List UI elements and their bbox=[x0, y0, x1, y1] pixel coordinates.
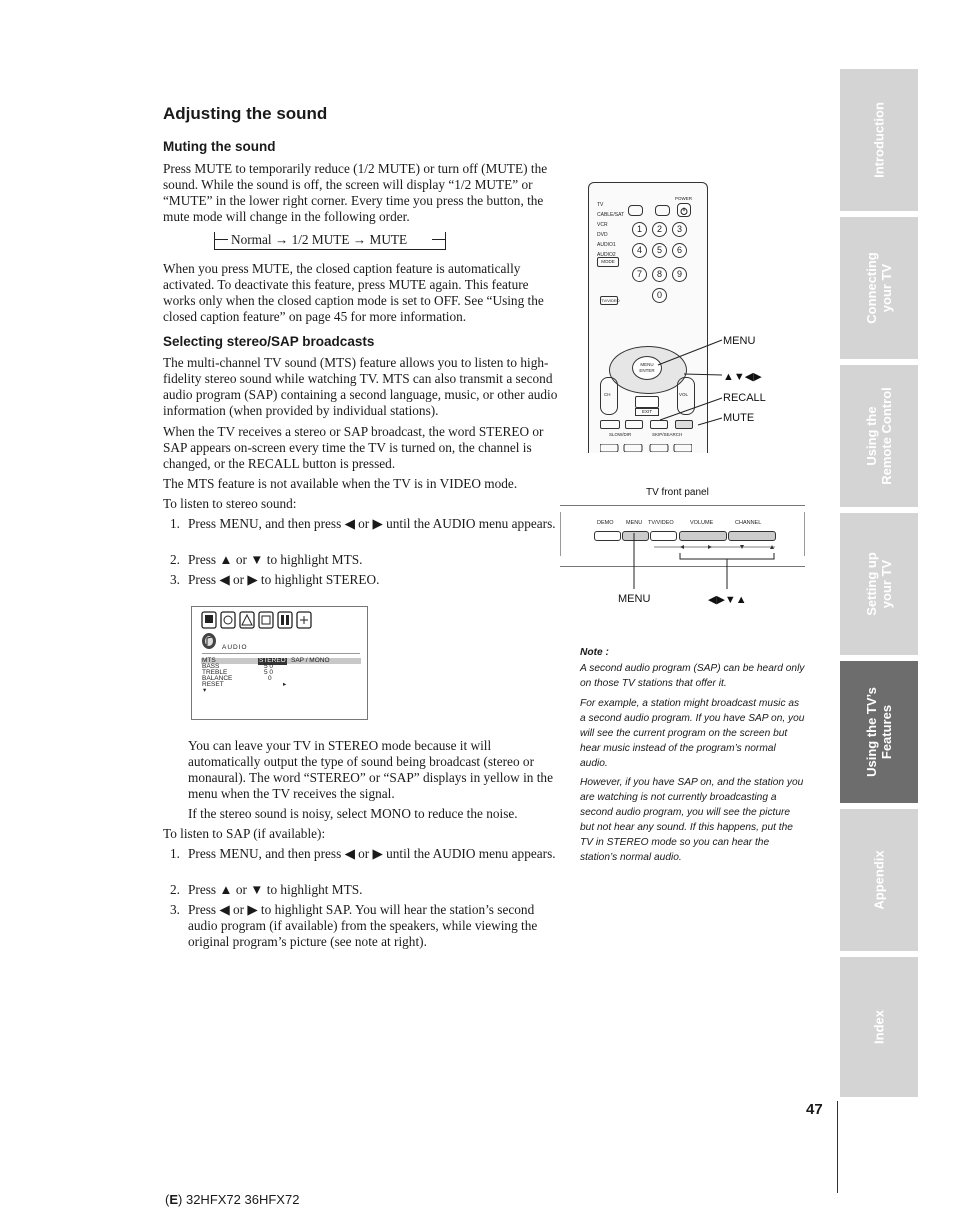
remote-power-button bbox=[677, 203, 691, 217]
remote-light-button bbox=[655, 205, 670, 216]
stereo-paragraph-3: The MTS feature is not available when the TV is in VIDEO mode. bbox=[163, 476, 518, 491]
osd-menu-title: AUDIO bbox=[222, 644, 248, 651]
remote-number-key-0: 0 bbox=[652, 288, 667, 303]
menu-icons bbox=[201, 610, 353, 630]
tab-using-the-tvs-features[interactable] bbox=[840, 661, 918, 803]
note-paragraph-1: A second audio program (SAP) can be heard only on those TV stations that offer it. bbox=[580, 663, 805, 689]
remote-transport-row bbox=[600, 439, 692, 447]
remote-number-key-3: 3 bbox=[672, 222, 687, 237]
muting-paragraph-1: Press MUTE to temporarily reduce (1/2 MUTE) or turn off (MUTE) the sound. While the sound is off, the screen will display “1/2 MUTE” or “MUTE” in the lower right corner. Every time you press the button, the mute mode will change in the following order. bbox=[163, 161, 548, 224]
page-rule bbox=[837, 1101, 838, 1193]
tab-label: Appendix bbox=[871, 850, 887, 910]
remote-exit-button: EXIT bbox=[635, 408, 659, 416]
audio-note-icon bbox=[201, 632, 217, 650]
panel-label-channel: CHANNEL bbox=[735, 520, 762, 526]
tab-appendix[interactable] bbox=[840, 809, 918, 951]
step-text: Press ◀ or ▶ to highlight STEREO. bbox=[188, 572, 380, 587]
cycle-line-out bbox=[432, 239, 446, 240]
step-number: 1. bbox=[170, 846, 180, 861]
remote-mode-button: MODE bbox=[597, 257, 619, 267]
note-paragraph-2: For example, a station might broadcast music as a second audio program. If you have SAP on, you will see the current program on the screen but hear music instead of the program’s normal audio. bbox=[580, 698, 805, 769]
mode-item: AUDIO2 bbox=[597, 252, 616, 258]
remote-mode-list bbox=[597, 200, 624, 260]
tab-label: Index bbox=[871, 1010, 887, 1044]
step-text: Press ◀ or ▶ to highlight SAP. You will hear the station’s second audio program (if available) from the speakers, while viewing the original program’s picture (see note at right). bbox=[188, 902, 538, 949]
sap-intro: To listen to SAP (if available): bbox=[163, 826, 326, 841]
step-number: 1. bbox=[170, 516, 180, 531]
stereo-step-2 bbox=[170, 552, 562, 568]
step-number: 2. bbox=[170, 882, 180, 897]
stereo-step-1 bbox=[170, 516, 562, 532]
mode-item: DVD bbox=[597, 232, 608, 238]
mute-cycle-text: Normal → 1/2 MUTE → MUTE bbox=[231, 232, 408, 247]
panel-label-menu: MENU bbox=[626, 520, 643, 526]
footer-code: E bbox=[169, 1192, 179, 1207]
tab-setting-up-your-tv[interactable] bbox=[840, 513, 918, 655]
remote-menu-enter-button: MENU ENTER bbox=[632, 356, 662, 380]
remote-ch-label: CH bbox=[604, 392, 611, 397]
cycle-bracket-bottom bbox=[214, 249, 446, 250]
note-title: Note : bbox=[580, 647, 609, 658]
step-text: Press MENU, and then press ◀ or ▶ until the AUDIO menu appears. bbox=[188, 846, 556, 861]
step-number: 3. bbox=[170, 902, 180, 917]
page-number: 47 bbox=[806, 1101, 823, 1118]
cycle-bracket-left bbox=[214, 232, 215, 249]
stereo-intro: To listen to stereo sound: bbox=[163, 496, 297, 511]
callout-arrows-label: ▲▼◀▶ bbox=[723, 371, 762, 383]
tab-using-the-remote-control[interactable] bbox=[840, 365, 918, 507]
osd-row-label-balance: BALANCE bbox=[202, 675, 233, 682]
power-icon bbox=[678, 205, 690, 217]
remote-sleep-button bbox=[628, 205, 643, 216]
tab-label: Using the TV’s Features bbox=[864, 687, 894, 777]
menu-icon-bar bbox=[201, 610, 353, 630]
page-title: Adjusting the sound bbox=[163, 104, 328, 123]
step-text: Press ▲ or ▼ to highlight MTS. bbox=[188, 552, 363, 567]
osd-row-value-treble: 5 0 bbox=[264, 669, 274, 676]
section-title-muting: Muting the sound bbox=[163, 139, 276, 154]
step-number: 2. bbox=[170, 552, 180, 567]
mode-item: AUDIO1 bbox=[597, 242, 616, 248]
tab-label: Connecting your TV bbox=[864, 252, 894, 324]
remote-vol-label: VOL bbox=[679, 392, 689, 397]
osd-row-value-balance: 0 bbox=[268, 675, 272, 682]
remote-skip-label: SKIP/SEARCH bbox=[652, 432, 683, 437]
panel-label-demo: DEMO bbox=[597, 520, 614, 526]
sap-step-2 bbox=[170, 882, 562, 898]
footer-models: 32HFX72 36HFX72 bbox=[185, 1192, 300, 1207]
panel-callout-menu: MENU bbox=[618, 593, 651, 605]
tab-label: Introduction bbox=[871, 102, 887, 178]
sap-step-3 bbox=[170, 902, 562, 950]
stereo-after-paragraph-1: You can leave your TV in STEREO mode because it will automatically output the type of sound being broadcast (stereo or monaural). The word “STEREO” or “SAP” displays in yellow in the menu when the TV receives the signal. bbox=[188, 738, 553, 801]
tab-connecting-your-tv[interactable] bbox=[840, 217, 918, 359]
mode-item: TV bbox=[597, 202, 604, 208]
remote-number-key-2: 2 bbox=[652, 222, 667, 237]
cycle-arrow-in bbox=[214, 239, 228, 240]
tab-index[interactable] bbox=[840, 957, 918, 1097]
osd-row-value-stereo: STEREO bbox=[259, 657, 286, 664]
osd-divider bbox=[202, 653, 360, 654]
remote-callout-lines bbox=[630, 330, 725, 440]
osd-reset-arrow-icon: ▸ bbox=[283, 681, 287, 688]
remote-tvvideo-button: TV/VIDEO bbox=[601, 298, 620, 303]
callout-recall-label: RECALL bbox=[723, 392, 766, 404]
panel-label-tvvideo: TV/VIDEO bbox=[648, 520, 674, 526]
section-title-stereo: Selecting stereo/SAP broadcasts bbox=[163, 334, 375, 349]
osd-row-label-mts: MTS bbox=[202, 657, 216, 664]
remote-number-key-4: 4 bbox=[632, 243, 647, 258]
remote-number-key-6: 6 bbox=[672, 243, 687, 258]
remote-number-key-5: 5 bbox=[652, 243, 667, 258]
front-panel-caption: TV front panel bbox=[646, 487, 709, 498]
muting-paragraph-2: When you press MUTE, the closed caption feature is automatically activated. To deactivate this feature, press MUTE again. This feature works only when the closed caption mode is set to OFF. See “Using the closed caption feature” on page 45 for more information. bbox=[163, 261, 544, 324]
remote-number-key-9: 9 bbox=[672, 267, 687, 282]
mode-item: CABLE/SAT bbox=[597, 212, 625, 218]
stereo-after-paragraph-2: If the stereo sound is noisy, select MONO to reduce the noise. bbox=[188, 806, 518, 821]
remote-number-key-8: 8 bbox=[652, 267, 667, 282]
step-text: Press ▲ or ▼ to highlight MTS. bbox=[188, 882, 363, 897]
mode-item: VCR bbox=[597, 222, 608, 228]
tab-label: Setting up your TV bbox=[864, 552, 894, 616]
step-text: Press MENU, and then press ◀ or ▶ until the AUDIO menu appears. bbox=[188, 516, 556, 531]
mute-cycle-diagram bbox=[214, 232, 446, 250]
audio-menu-screenshot bbox=[191, 606, 368, 720]
remote-number-key-1: 1 bbox=[632, 222, 647, 237]
remote-number-key-7: 7 bbox=[632, 267, 647, 282]
footer-model: (E) 32HFX72 36HFX72 bbox=[165, 1192, 300, 1207]
osd-more-arrow-icon: ▾ bbox=[203, 687, 207, 694]
callout-menu-label: MENU bbox=[723, 335, 756, 347]
panel-label-volume: VOLUME bbox=[690, 520, 714, 526]
remote-slow-label: SLOW/DIR bbox=[609, 432, 632, 437]
remote-power-label: POWER bbox=[675, 196, 693, 201]
stereo-paragraph-2: When the TV receives a stereo or SAP broadcast, the word STEREO or SAP appears on-screen every time the TV is turned on, the channel is changed, or the RECALL button is pressed. bbox=[163, 424, 544, 471]
tab-label: Using the Remote Control bbox=[864, 387, 894, 485]
osd-row-value-bass: 5 0 bbox=[264, 663, 274, 670]
osd-row-extra-sap-mono: SAP / MONO bbox=[291, 657, 330, 664]
osd-row-label-bass: BASS bbox=[202, 663, 220, 670]
cycle-bracket-right bbox=[445, 232, 446, 249]
osd-row-label-reset: RESET bbox=[202, 681, 224, 688]
panel-callout-lines bbox=[560, 533, 805, 593]
sap-step-1 bbox=[170, 846, 562, 862]
tab-introduction[interactable] bbox=[840, 69, 918, 211]
osd-row-label-treble: TREBLE bbox=[202, 669, 228, 676]
note-paragraph-3: However, if you have SAP on, and the station you are watching is not currently broadcasting a second audio program, you will see the picture but not hear any sound. If this happens, put the TV in STEREO mode so you can hear the station’s normal audio. bbox=[580, 777, 804, 863]
stereo-paragraph-1: The multi-channel TV sound (MTS) feature allows you to listen to high-fidelity stereo sound while watching TV. MTS can also transmit a second audio program (SAP) containing a second language, music, or other audio information (when provided by individual stations). bbox=[163, 355, 558, 418]
remote-ch-rtn-button bbox=[600, 420, 620, 429]
stereo-step-3 bbox=[170, 572, 562, 588]
callout-mute-label: MUTE bbox=[723, 412, 755, 424]
transport-buttons bbox=[600, 444, 692, 452]
remote-number-keypad bbox=[632, 222, 694, 302]
step-number: 3. bbox=[170, 572, 180, 587]
panel-callout-arrows: ◀▶▼▲ bbox=[708, 594, 747, 606]
